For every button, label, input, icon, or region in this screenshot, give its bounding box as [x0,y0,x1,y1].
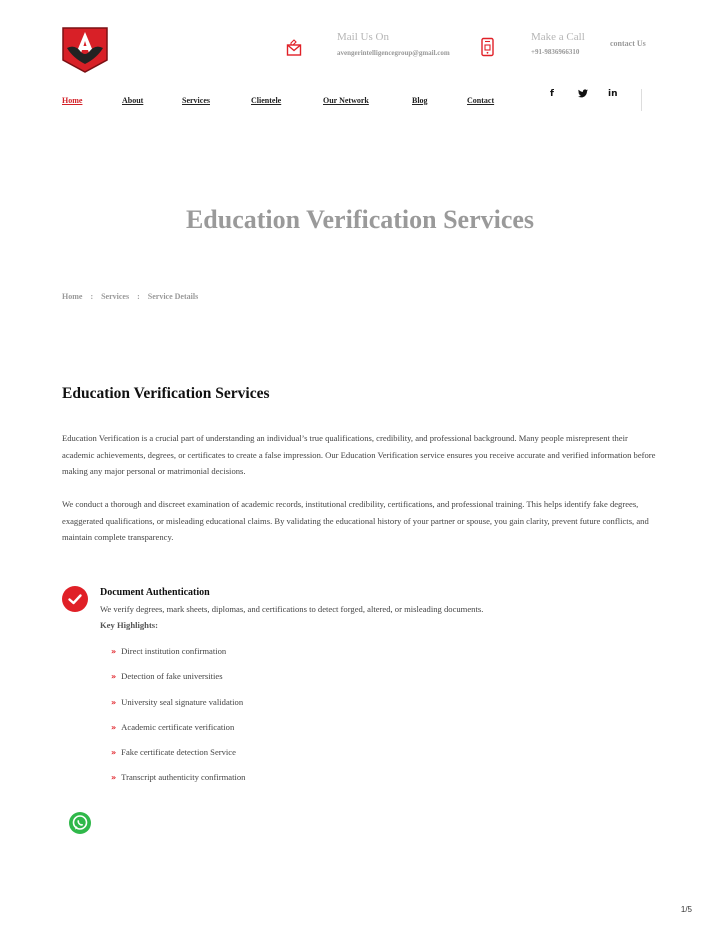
page-title: Education Verification Services [185,205,535,234]
section-title: Education Verification Services [62,385,270,402]
chevron-right-icon: » [111,647,117,656]
phone-icon [480,37,496,57]
chevron-right-icon: » [111,748,117,757]
intro-paragraph: Education Verification is a crucial part of understanding an individual’s true qualifications, credibility, and professional background. Many people misrepresent their academic achievements, degrees, or certificates to create a false impression. Our Education Verification service ensures you receive accurate and verified information before making any major personal or matrimonial decisions. [62,433,656,476]
key-highlights-label: Key Highlights: [100,620,159,630]
highlight-item: » University seal signature validation [111,697,244,707]
whatsapp-icon[interactable] [69,812,91,834]
nav-clientele[interactable]: Clientele [251,96,282,105]
page-number: 1/5 [680,905,692,914]
nav-home[interactable]: Home [62,96,83,105]
facebook-icon[interactable]: f [550,89,554,99]
feature-description: We verify degrees, mark sheets, diplomas, and certifications to detect forged, altered, or misleading documents. [100,604,484,614]
highlight-item: » Detection of fake universities [111,671,223,681]
mail-label: Mail Us On [337,31,389,43]
nav-services[interactable]: Services [182,96,210,105]
highlight-item: » Transcript authenticity confirmation [111,772,246,782]
breadcrumb-services[interactable]: Services [101,292,130,301]
nav-about[interactable]: About [122,96,144,105]
nav-contact[interactable]: Contact [467,96,495,105]
header-divider [641,89,642,111]
breadcrumb-home[interactable]: Home [62,292,83,301]
phone-number-link[interactable]: +91-9836966310 [531,48,580,56]
chevron-right-icon: » [111,773,117,782]
breadcrumb [62,292,198,301]
mail-address-link[interactable]: avengerintelligencegroup@gmail.com [337,49,450,57]
twitter-icon[interactable] [578,89,588,101]
breadcrumb-separator: : [137,292,140,301]
brand-logo[interactable] [61,26,109,74]
chevron-right-icon: » [111,672,117,681]
chevron-right-icon: » [111,698,117,707]
mail-icon [286,38,302,58]
breadcrumb-separator: : [90,292,94,301]
feature-title: Document Authentication [100,587,210,598]
nav-blog[interactable]: Blog [412,96,428,105]
highlight-item: » Fake certificate detection Service [111,747,236,757]
linkedin-icon[interactable]: in [608,89,618,99]
call-label: Make a Call [531,31,585,43]
contact-us-link[interactable]: contact Us [610,39,646,48]
highlight-item: » Academic certificate verification [111,722,235,732]
chevron-right-icon: » [111,723,117,732]
highlight-item: » Direct institution confirmation [111,646,227,656]
check-icon [62,586,88,612]
nav-our-network[interactable]: Our Network [323,96,369,105]
breadcrumb-current: Service Details [147,292,199,301]
details-paragraph: We conduct a thorough and discreet examination of academic records, institutional credibility, certifications, and professional training. This helps identify fake degrees, exaggerated qualifications, or misleading educational claims. By validating the educational history of your partner or spouse, you gain clarity, prevent future conflicts, and maintain complete transparency. [62,499,649,542]
